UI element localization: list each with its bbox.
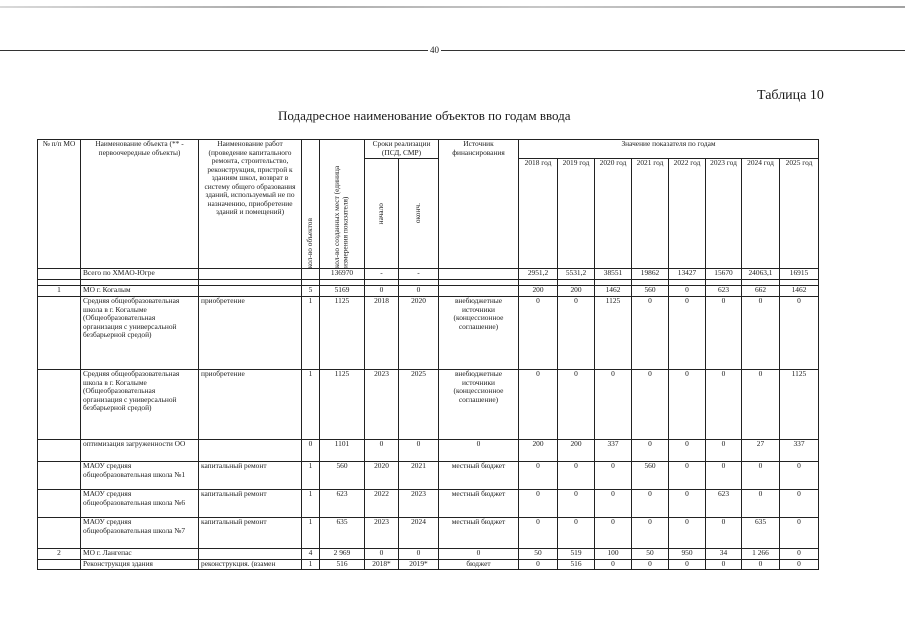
cell-start: 2018* <box>365 560 399 570</box>
cell-places: 635 <box>320 518 365 549</box>
header-year: 2023 год <box>706 159 742 269</box>
cell-places: 1125 <box>320 370 365 440</box>
table-row <box>38 286 819 297</box>
cell-count: 0 <box>302 440 320 462</box>
cell-name: МАОУ средняя общеобразовательная школа №1 <box>81 462 199 490</box>
cell-start: 2023 <box>365 518 399 549</box>
cell-places: 136970 <box>320 269 365 280</box>
cell-year-value: 0 <box>742 462 780 490</box>
cell-name: оптимизация загруженности ОО <box>81 440 199 462</box>
cell-start: 0 <box>365 549 399 560</box>
cell-start: - <box>365 269 399 280</box>
cell-year-value: 50 <box>519 549 558 560</box>
cell-year-value: 0 <box>632 370 669 440</box>
cell-year-value: 1125 <box>780 370 819 440</box>
cell-source: местный бюджет <box>439 518 519 549</box>
cell-count: 5 <box>302 286 320 297</box>
header-terms: Сроки реализации (ПСД, СМР) <box>365 140 439 159</box>
cell-source: 0 <box>439 549 519 560</box>
cell-year-value: 0 <box>669 560 706 570</box>
cell-end: - <box>399 269 439 280</box>
cell-year-value: 0 <box>706 370 742 440</box>
cell-year-value: 200 <box>558 286 595 297</box>
table-row <box>38 462 819 490</box>
cell-source: бюджет <box>439 560 519 570</box>
cell-works <box>199 549 302 560</box>
cell-year-value: 0 <box>742 370 780 440</box>
cell-name: МО г. Когалым <box>81 286 199 297</box>
cell-num: 2 <box>38 549 81 560</box>
cell-count <box>302 269 320 280</box>
cell-year-value: 0 <box>519 490 558 518</box>
cell-year-value: 0 <box>780 518 819 549</box>
cell-places: 5169 <box>320 286 365 297</box>
cell-source <box>439 286 519 297</box>
cell-year-value: 516 <box>558 560 595 570</box>
cell-year-value: 0 <box>780 462 819 490</box>
cell-end: 0 <box>399 549 439 560</box>
header-row-1 <box>38 140 819 159</box>
objects-table <box>37 139 819 570</box>
cell-year-value: 0 <box>558 518 595 549</box>
cell-year-value: 519 <box>558 549 595 560</box>
cell-year-value: 0 <box>519 370 558 440</box>
cell-num <box>38 490 81 518</box>
cell-year-value: 0 <box>519 560 558 570</box>
cell-year-value: 0 <box>669 518 706 549</box>
table-title: Подадресное наименование объектов по годам ввода <box>278 108 571 123</box>
cell-year-value: 337 <box>780 440 819 462</box>
cell-year-value: 200 <box>558 440 595 462</box>
cell-name: МО г. Лангепас <box>81 549 199 560</box>
cell-works <box>199 286 302 297</box>
header-source: Источник финансирования <box>439 140 519 269</box>
cell-source: местный бюджет <box>439 490 519 518</box>
cell-places: 623 <box>320 490 365 518</box>
cell-year-value: 38551 <box>595 269 632 280</box>
cell-count: 1 <box>302 490 320 518</box>
cell-end: 2020 <box>399 297 439 370</box>
cell-num <box>38 297 81 370</box>
header-year: 2021 год <box>632 159 669 269</box>
cell-year-value: 5531,2 <box>558 269 595 280</box>
cell-year-value: 635 <box>742 518 780 549</box>
cell-year-value: 50 <box>632 549 669 560</box>
cell-works <box>199 269 302 280</box>
cell-start: 0 <box>365 286 399 297</box>
header-obj-count <box>302 140 320 269</box>
cell-year-value: 0 <box>558 490 595 518</box>
header-places <box>320 140 365 269</box>
header-year: 2018 год <box>519 159 558 269</box>
table-row <box>38 560 819 570</box>
table-row <box>38 490 819 518</box>
cell-start: 0 <box>365 440 399 462</box>
cell-year-value: 0 <box>742 560 780 570</box>
cell-year-value: 0 <box>706 440 742 462</box>
cell-year-value: 0 <box>706 297 742 370</box>
cell-year-value: 623 <box>706 286 742 297</box>
header-num: № п/п МО <box>38 140 81 269</box>
cell-end: 2024 <box>399 518 439 549</box>
scan-artifact-line <box>0 6 905 8</box>
cell-num <box>38 370 81 440</box>
cell-year-value: 0 <box>742 297 780 370</box>
cell-works: приобретение <box>199 370 302 440</box>
cell-start: 2018 <box>365 297 399 370</box>
cell-year-value: 0 <box>706 462 742 490</box>
cell-year-value: 15670 <box>706 269 742 280</box>
cell-year-value: 0 <box>780 549 819 560</box>
cell-source: местный бюджет <box>439 462 519 490</box>
cell-count: 1 <box>302 518 320 549</box>
cell-year-value: 560 <box>632 286 669 297</box>
page-number: 40 <box>430 45 439 55</box>
cell-year-value: 0 <box>595 560 632 570</box>
cell-year-value: 16915 <box>780 269 819 280</box>
cell-year-value: 27 <box>742 440 780 462</box>
cell-year-value: 0 <box>669 490 706 518</box>
cell-places: 516 <box>320 560 365 570</box>
cell-end: 2023 <box>399 490 439 518</box>
cell-start: 2023 <box>365 370 399 440</box>
header-start-text: начало <box>376 202 386 225</box>
cell-name: МАОУ средняя общеобразовательная школа №7 <box>81 518 199 549</box>
cell-places: 2 969 <box>320 549 365 560</box>
cell-year-value: 0 <box>632 490 669 518</box>
cell-year-value: 0 <box>669 462 706 490</box>
page-header-rule <box>0 50 905 51</box>
cell-source: внебюджетные источники (концессионное соглашение) <box>439 297 519 370</box>
cell-end: 0 <box>399 286 439 297</box>
cell-count: 4 <box>302 549 320 560</box>
cell-year-value: 19862 <box>632 269 669 280</box>
cell-year-value: 0 <box>558 297 595 370</box>
cell-year-value: 0 <box>632 518 669 549</box>
cell-source: внебюджетные источники (концессионное соглашение) <box>439 370 519 440</box>
cell-year-value: 200 <box>519 440 558 462</box>
cell-name: Реконструкция здания <box>81 560 199 570</box>
cell-year-value: 24063,1 <box>742 269 780 280</box>
cell-source: 0 <box>439 440 519 462</box>
cell-year-value: 0 <box>780 490 819 518</box>
cell-year-value: 0 <box>595 370 632 440</box>
cell-end: 2019* <box>399 560 439 570</box>
header-year: 2020 год <box>595 159 632 269</box>
cell-name: Всего по ХМАО-Югре <box>81 269 199 280</box>
cell-year-value: 34 <box>706 549 742 560</box>
cell-places: 1125 <box>320 297 365 370</box>
cell-year-value: 2951,2 <box>519 269 558 280</box>
cell-year-value: 0 <box>632 297 669 370</box>
cell-year-value: 0 <box>669 440 706 462</box>
cell-year-value: 1125 <box>595 297 632 370</box>
cell-num <box>38 269 81 280</box>
cell-works <box>199 440 302 462</box>
table-row <box>38 269 819 280</box>
cell-year-value: 0 <box>595 462 632 490</box>
header-name: Наименование объекта (** - первоочередные объекты) <box>81 140 199 269</box>
cell-name: МАОУ средняя общеобразовательная школа №6 <box>81 490 199 518</box>
cell-year-value: 1462 <box>595 286 632 297</box>
cell-year-value: 1 266 <box>742 549 780 560</box>
header-year: 2019 год <box>558 159 595 269</box>
table-row <box>38 297 819 370</box>
cell-end: 2021 <box>399 462 439 490</box>
cell-year-value: 0 <box>780 560 819 570</box>
header-obj-count-text: кол-во объектов <box>305 217 315 268</box>
cell-start: 2022 <box>365 490 399 518</box>
table-row <box>38 518 819 549</box>
cell-end: 2025 <box>399 370 439 440</box>
table-row <box>38 549 819 560</box>
table-row <box>38 370 819 440</box>
cell-year-value: 0 <box>706 560 742 570</box>
header-places-text: кол-во созданных мест (единица измерения показателя) <box>332 165 350 268</box>
header-end <box>399 159 439 269</box>
cell-num <box>38 560 81 570</box>
cell-year-value: 0 <box>669 297 706 370</box>
header-end-text: оконч. <box>413 203 423 224</box>
cell-name: Средняя общеобразовательная школа в г. Когалыме (Общеобразовательная организация с универсальной безбарьерной средой) <box>81 297 199 370</box>
cell-year-value: 0 <box>558 462 595 490</box>
cell-year-value: 0 <box>558 370 595 440</box>
cell-year-value: 1462 <box>780 286 819 297</box>
cell-start: 2020 <box>365 462 399 490</box>
cell-year-value: 0 <box>742 490 780 518</box>
cell-works: капитальный ремонт <box>199 462 302 490</box>
cell-year-value: 0 <box>669 286 706 297</box>
cell-year-value: 200 <box>519 286 558 297</box>
cell-num <box>38 518 81 549</box>
header-year: 2025 год <box>780 159 819 269</box>
cell-works: капитальный ремонт <box>199 490 302 518</box>
cell-count: 1 <box>302 297 320 370</box>
cell-year-value: 0 <box>632 440 669 462</box>
cell-places: 1101 <box>320 440 365 462</box>
header-works: Наименование работ (проведение капитального ремонта, строительство, реконструкция, пристрой к зданиям школ, возврат в систему общего образования зданий, используемый не по назначению, приобретение зданий и помещений) <box>199 140 302 269</box>
cell-num <box>38 440 81 462</box>
table-number: Таблица 10 <box>757 88 824 103</box>
cell-source <box>439 269 519 280</box>
cell-end: 0 <box>399 440 439 462</box>
cell-year-value: 0 <box>669 370 706 440</box>
cell-year-value: 0 <box>519 462 558 490</box>
cell-year-value: 950 <box>669 549 706 560</box>
cell-works: приобретение <box>199 297 302 370</box>
cell-places: 560 <box>320 462 365 490</box>
cell-year-value: 662 <box>742 286 780 297</box>
cell-count: 1 <box>302 462 320 490</box>
cell-num: 1 <box>38 286 81 297</box>
cell-count: 1 <box>302 560 320 570</box>
cell-year-value: 337 <box>595 440 632 462</box>
cell-year-value: 0 <box>706 518 742 549</box>
cell-year-value: 0 <box>519 518 558 549</box>
table-row <box>38 440 819 462</box>
cell-num <box>38 462 81 490</box>
cell-year-value: 100 <box>595 549 632 560</box>
cell-year-value: 560 <box>632 462 669 490</box>
cell-year-value: 0 <box>632 560 669 570</box>
cell-works: капитальный ремонт <box>199 518 302 549</box>
header-values: Значение показателя по годам <box>519 140 819 159</box>
cell-year-value: 623 <box>706 490 742 518</box>
cell-works: реконструкция. (взамен <box>199 560 302 570</box>
cell-year-value: 13427 <box>669 269 706 280</box>
cell-count: 1 <box>302 370 320 440</box>
header-year: 2022 год <box>669 159 706 269</box>
cell-year-value: 0 <box>780 297 819 370</box>
cell-year-value: 0 <box>595 490 632 518</box>
header-year: 2024 год <box>742 159 780 269</box>
cell-year-value: 0 <box>519 297 558 370</box>
cell-year-value: 0 <box>595 518 632 549</box>
cell-name: Средняя общеобразовательная школа в г. Когалыме (Общеобразовательная организация с универсальной безбарьерной средой) <box>81 370 199 440</box>
table-body <box>38 269 819 570</box>
header-start <box>365 159 399 269</box>
